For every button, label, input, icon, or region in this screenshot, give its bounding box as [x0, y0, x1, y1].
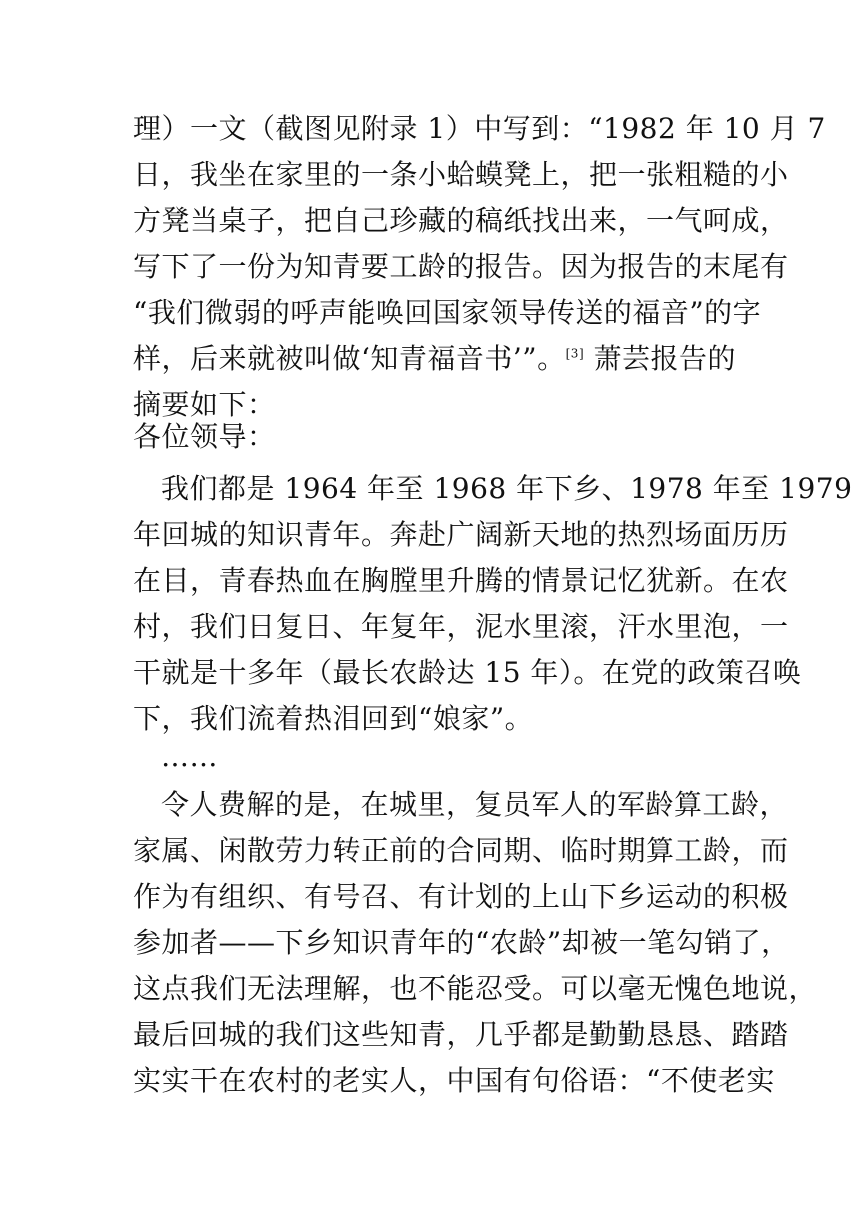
report-salutation: 各位领导：: [133, 420, 276, 453]
intro-paragraph: [133, 106, 826, 428]
report-p1-line-1: 我们都是 1964 年至 1968 年下乡、1978 年至 1979: [161, 472, 853, 505]
intro-line-1: 理）一文（截图见附录 1）中写到：“1982 年 10 月 7: [133, 112, 826, 145]
report-p1-line-4: 村，我们日复日、年复年，泥水里滚，汗水里泡，一: [133, 610, 789, 643]
report-excerpt: [133, 414, 733, 460]
report-ellipsis: ……: [161, 740, 218, 773]
intro-line-6: [133, 336, 737, 382]
report-p2-line-1: 令人费解的是，在城里，复员军人的军龄算工龄，: [161, 788, 789, 821]
report-paragraph-2: [133, 782, 818, 1104]
intro-line-5: “我们微弱的呼声能唤回国家领导传送的福音”的字: [133, 296, 762, 329]
intro-line-3: 方凳当桌子，把自己珍藏的稿纸找出来，一气呵成，: [133, 204, 789, 237]
report-p1-line-5: 干就是十多年（最长农龄达 15 年）。在党的政策召唤: [133, 656, 802, 689]
report-p2-line-3: 作为有组织、有号召、有计划的上山下乡运动的积极: [133, 880, 789, 913]
citation-ref[interactable]: [3]: [565, 346, 585, 361]
report-p2-line-2: 家属、闲散劳力转正前的合同期、临时期算工龄，而: [133, 834, 789, 867]
report-p2-line-6: 最后回城的我们这些知青，几乎都是勤勤恳恳、踏踏: [133, 1018, 789, 1051]
report-p1-line-6: 下，我们流着热泪回到“娘家”。: [133, 702, 534, 735]
report-ellipsis-block: [133, 734, 733, 780]
intro-line-6-text: 样，后来就被叫做‘知青福音书’”。: [133, 342, 566, 375]
report-p1-line-3: 在目，青春热血在胸膛里升腾的情景记忆犹新。在农: [133, 564, 789, 597]
report-p1-line-2: 年回城的知识青年。奔赴广阔新天地的热烈场面历历: [133, 518, 789, 551]
intro-line-4: 写下了一份为知青要工龄的报告。因为报告的末尾有: [133, 250, 789, 283]
report-p2-line-4: 参加者——下乡知识青年的“农龄”却被一笔勾销了，: [133, 926, 790, 959]
intro-line-6-tail: 萧芸报告的: [584, 342, 737, 375]
report-p2-line-7: 实实干在农村的老实人，中国有句俗语：“不使老实: [133, 1064, 775, 1097]
intro-line-2: 日，我坐在家里的一条小蛤蟆凳上，把一张粗糙的小: [133, 158, 789, 191]
intro-line-7: 摘要如下：: [133, 388, 276, 421]
report-paragraph-1: [133, 466, 853, 742]
report-p2-line-5: 这点我们无法理解，也不能忍受。可以毫无愧色地说，: [133, 972, 818, 1005]
